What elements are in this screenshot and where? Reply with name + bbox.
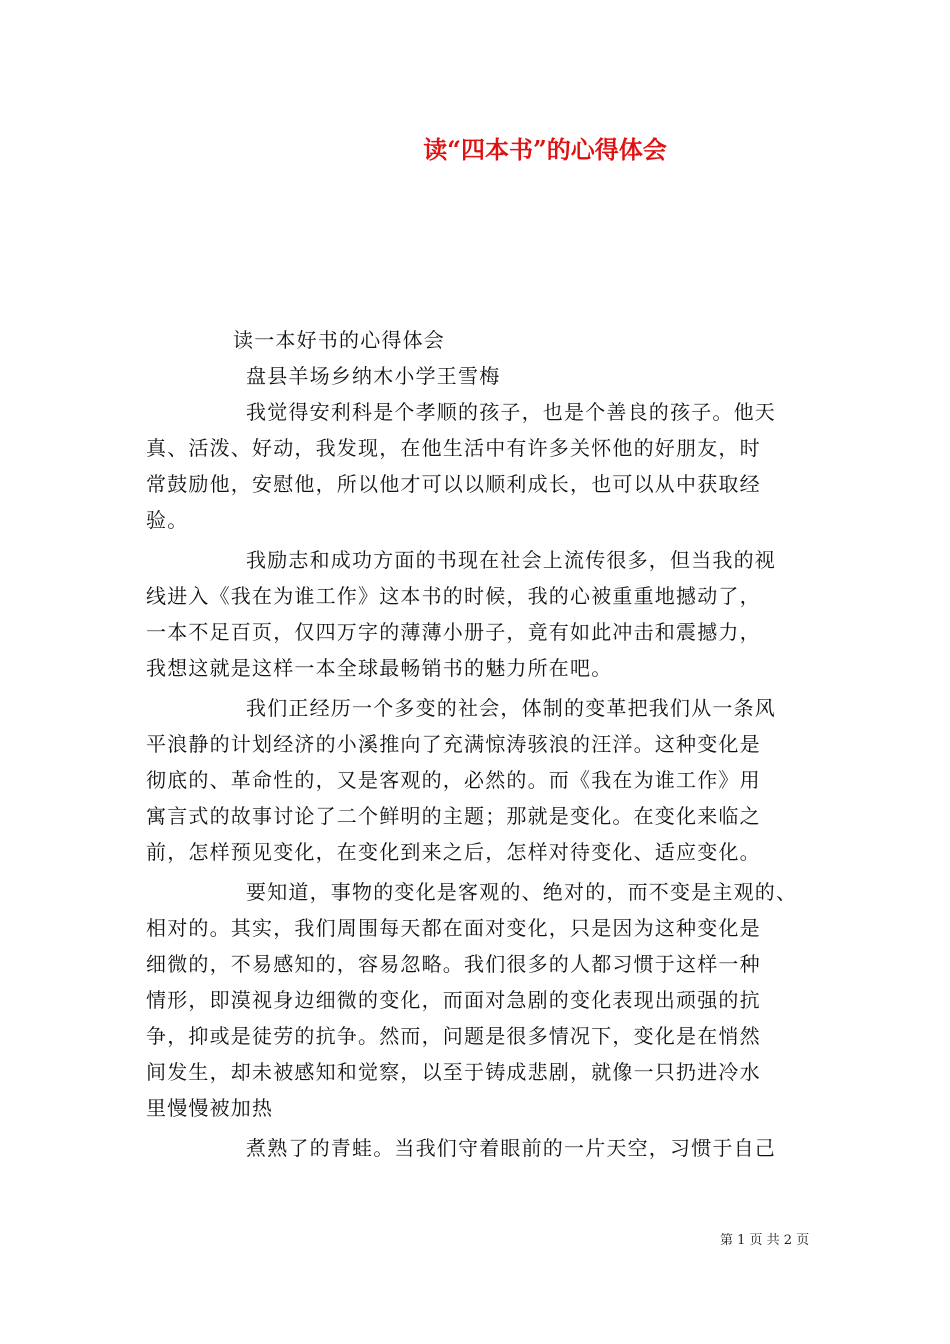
text-line: 平浪静的计划经济的小溪推向了充满惊涛骇浪的汪洋。这种变化是 (146, 732, 761, 756)
text-line: 我励志和成功方面的书现在社会上流传很多，但当我的视 (246, 548, 776, 572)
text-line: 读一本好书的心得体会 (233, 328, 445, 352)
text-line: 真、活泼、好动，我发现，在他生活中有许多关怀他的好朋友，时 (146, 436, 761, 460)
text-line: 里慢慢被加热 (146, 1096, 274, 1120)
page-number-footer: 第 1 页 共 2 页 (720, 1233, 810, 1248)
text-line: 要知道，事物的变化是客观的、绝对的，而不变是主观的、 (246, 880, 798, 904)
text-line: 争，抑或是徒劳的抗争。然而，问题是很多情况下，变化是在悄然 (146, 1024, 761, 1048)
text-line: 我想这就是这样一本全球最畅销书的魅力所在吧。 (146, 656, 613, 680)
text-line: 寓言式的故事讨论了二个鲜明的主题；那就是变化。在变化来临之 (146, 804, 761, 828)
text-line: 彻底的、革命性的，又是客观的，必然的。而《我在为谁工作》用 (146, 768, 761, 792)
text-line: 间发生，却未被感知和觉察，以至于铸成悲剧，就像一只扔进冷水 (146, 1060, 761, 1084)
text-line: 细微的，不易感知的，容易忽略。我们很多的人都习惯于这样一种 (146, 952, 761, 976)
text-line: 我觉得安利科是个孝顺的孩子，也是个善良的孩子。他天 (246, 400, 776, 424)
text-line: 相对的。其实，我们周围每天都在面对变化，只是因为这种变化是 (146, 916, 761, 940)
page-title: 读“四本书”的心得体会 (423, 135, 667, 164)
text-line: 我们正经历一个多变的社会，体制的变革把我们从一条风 (246, 696, 776, 720)
text-line: 煮熟了的青蛙。当我们守着眼前的一片天空，习惯于自己 (246, 1136, 776, 1160)
text-line: 常鼓励他，安慰他，所以他才可以以顺利成长，也可以从中获取经 (146, 472, 761, 496)
text-line: 一本不足百页，仅四万字的薄薄小册子，竟有如此冲击和震撼力， (146, 620, 761, 644)
text-line: 前，怎样预见变化，在变化到来之后，怎样对待变化、适应变化。 (146, 840, 761, 864)
text-line: 验。 (146, 508, 189, 532)
text-line: 盘县羊场乡纳木小学王雪梅 (246, 364, 501, 388)
text-line: 情形，即漠视身边细微的变化，而面对急剧的变化表现出顽强的抗 (146, 988, 761, 1012)
text-line: 线进入《我在为谁工作》这本书的时候，我的心被重重地撼动了， (146, 584, 761, 608)
